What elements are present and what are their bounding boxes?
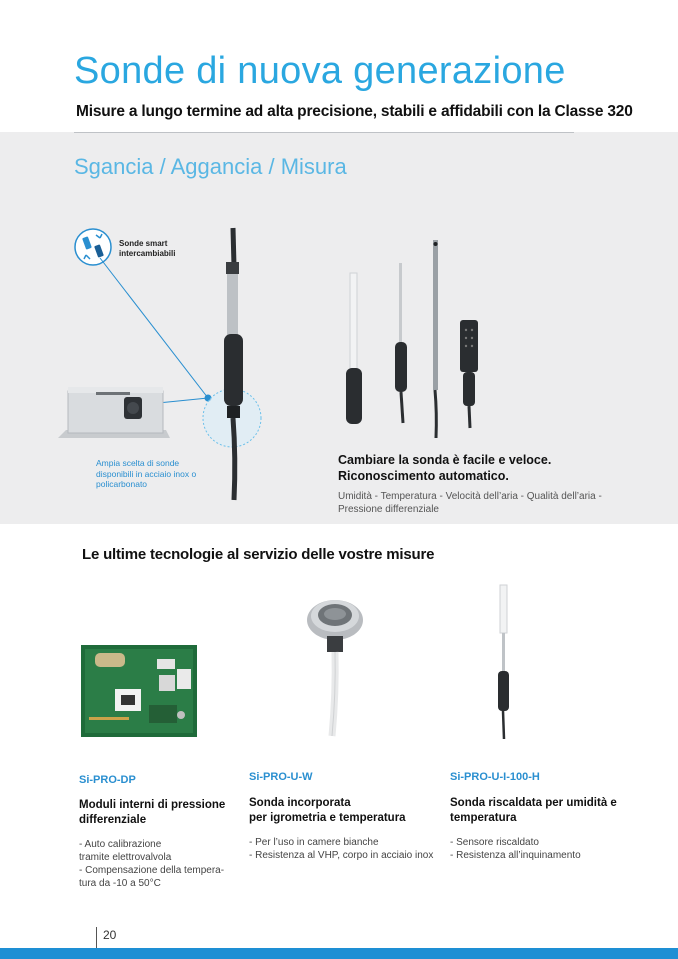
feature-item: - Resistenza all’inquinamento	[450, 850, 581, 861]
product-name-line-1: Sonda riscaldata per umidità e	[450, 797, 617, 809]
product-code-si-pro-u-w: Si-PRO-U-W	[249, 771, 313, 783]
feature-item: - Compensazione della tempera-	[79, 865, 225, 876]
tech-section-title: Le ultime tecnologie al servizio delle vostre misure	[82, 546, 435, 563]
feature-item: - Sensore riscaldato	[450, 837, 539, 848]
smart-probes-label: Sonde smart intercambiabili	[119, 239, 176, 258]
quantities-line-2: Pressione differenziale	[338, 504, 439, 515]
feature-item: tramite elettrovalvola	[79, 852, 172, 863]
measured-quantities	[338, 490, 628, 516]
product-name-si-pro-u-w	[249, 796, 439, 826]
page-title: Sonde di nuova generazione	[74, 50, 566, 92]
page-number: 20	[103, 928, 117, 942]
product-name-line-2: per igrometria e temperatura	[249, 812, 406, 824]
product-features-si-pro-u-i-100-h	[450, 836, 650, 862]
product-features-si-pro-dp	[79, 838, 229, 890]
footer-stripe	[0, 948, 678, 959]
feature-item: - Per l’uso in camere bianche	[249, 837, 379, 848]
probe-choice-note: Ampia scelta di sonde disponibili in acciaio inox o policarbonato	[96, 458, 197, 489]
feature-item: tura da -10 a 50°C	[79, 878, 161, 889]
product-name-si-pro-u-i-100-h	[450, 796, 640, 826]
cable-probe-image	[215, 228, 255, 503]
product-code-si-pro-u-i-100-h: Si-PRO-U-I-100-H	[450, 771, 540, 783]
easy-swap-line-2: Riconoscimento automatico.	[338, 469, 509, 483]
probe-set-image	[340, 238, 490, 443]
quantities-line-1: Umidità - Temperatura - Velocità dell’aria - Qualità dell’aria -	[338, 491, 602, 502]
product-features-si-pro-u-w	[249, 836, 449, 862]
product-name-si-pro-dp	[79, 798, 229, 828]
page-number-divider	[96, 927, 97, 949]
product-name-line-2: differenziale	[79, 814, 147, 826]
easy-swap-text	[338, 452, 598, 484]
feature-item: - Resistenza al VHP, corpo in acciaio inox	[249, 850, 434, 861]
feature-item: - Auto calibrazione	[79, 839, 162, 850]
product-name-line-2: temperatura	[450, 812, 517, 824]
embedded-probe-image	[300, 598, 370, 738]
product-name-line-1: Moduli interni di pressione	[79, 799, 226, 811]
product-name-line-1: Sonda incorporata	[249, 797, 351, 809]
heated-probe-image	[492, 585, 514, 740]
instrument-box-image	[58, 383, 173, 441]
product-code-si-pro-dp: Si-PRO-DP	[79, 774, 136, 786]
pressure-module-image	[81, 645, 197, 737]
page-subtitle: Misure a lungo termine ad alta precisione, stabili e affidabili con la Classe 320	[76, 103, 633, 120]
section-title: Sgancia / Aggancia / Misura	[74, 154, 347, 179]
easy-swap-line-1: Cambiare la sonda è facile e veloce.	[338, 453, 552, 467]
